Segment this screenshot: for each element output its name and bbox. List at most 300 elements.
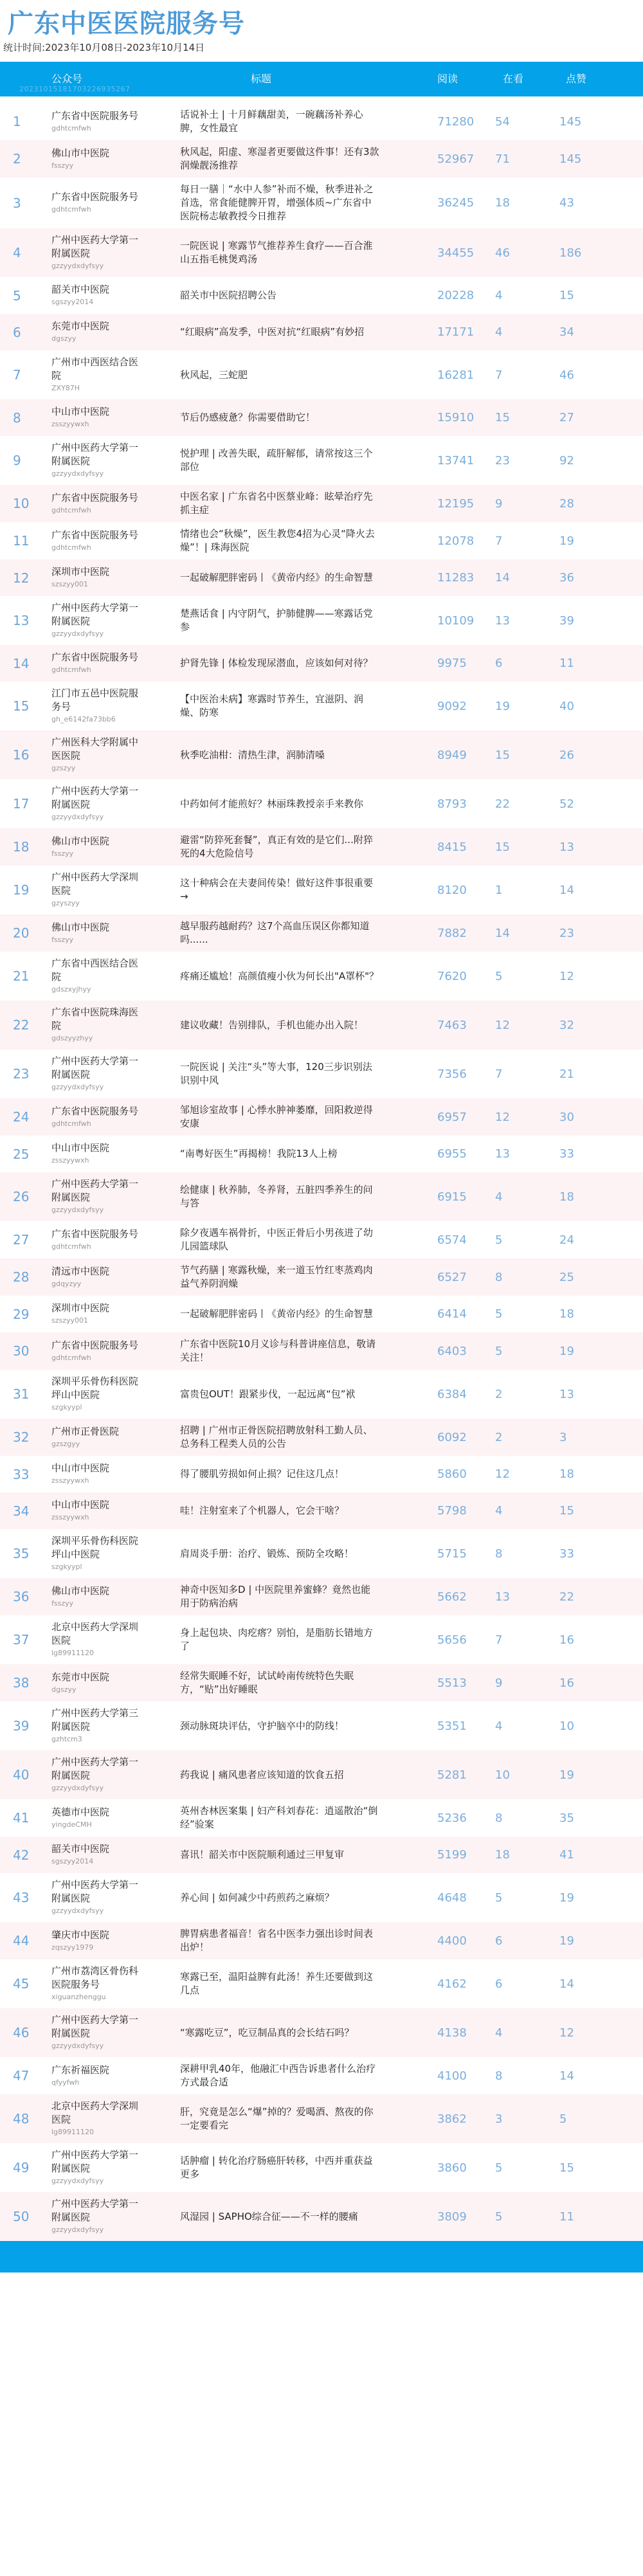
watch-count: 46 [495,246,510,260]
read-count: 5656 [437,1633,467,1647]
article-title[interactable]: 富贵包OUT！跟紧步伐，一起远离“包”袱 [180,1388,356,1400]
account-cell [51,2197,180,2236]
account-cell [51,601,180,640]
article-title[interactable]: 一院医说 | 寒露节气推荐养生食疗——百合淮山五指毛桃煲鸡汤 [180,240,373,265]
account-name[interactable]: 肇庆市中医院 [51,1928,110,1941]
table-row [0,1136,643,1172]
like-count: 15 [559,1504,574,1518]
read-count: 5662 [437,1590,467,1604]
watch-count: 13 [495,1590,510,1604]
account-cell [51,957,180,995]
account-name[interactable]: 清远市中医院 [51,1265,110,1277]
account-handle: gzzyydxdyfsyy [51,1907,104,1915]
watch-count: 5 [495,1233,503,1247]
account-handle: yingdeCMH [51,1820,92,1829]
like-count: 27 [559,411,574,424]
rank: 49 [13,2160,30,2175]
account-name[interactable]: 广东省中医院服务号 [51,529,139,541]
table-row [0,1799,643,1837]
like-count: 34 [559,325,574,339]
article-title[interactable]: 英州杏林医案集 | 妇产科刘春花：逍遥散治“倒经”验案 [180,1805,378,1830]
rank: 6 [13,324,21,340]
account-cell [51,1375,180,1413]
table-row [0,1370,643,1419]
account-cell [51,687,180,725]
read-count: 52967 [437,152,475,166]
account-cell [51,1498,180,1523]
account-handle: gzzyydxdyfsyy [51,1784,104,1792]
account-handle: gzszyy [51,764,76,772]
account-name[interactable]: 广州中医药大学第一附属医院 [51,2149,139,2174]
article-title[interactable]: 一起破解肥胖密码丨《黄帝内经》的生命智慧 [180,572,374,583]
account-cell [51,233,180,272]
table-row [0,1664,643,1701]
table-row [0,1529,643,1578]
like-count: 14 [559,2069,574,2083]
account-name[interactable]: 广州中医药大学第一附属医院 [51,1055,139,1080]
watch-count: 8 [495,1270,503,1284]
watch-count: 15 [495,748,510,762]
watch-count: 18 [495,1848,510,1862]
watch-count: 7 [495,534,503,548]
account-name[interactable]: 广州市正骨医院 [51,1425,120,1437]
watch-count: 7 [495,1067,503,1081]
table-row [0,1221,643,1258]
read-count: 6957 [437,1110,467,1124]
table-row [0,1296,643,1332]
article-title[interactable]: 除夕夜遇车祸骨折，中医正骨后小男孩进了幼儿园篮球队 [180,1227,374,1252]
article-title[interactable]: 广东省中医院10月义诊与科普讲座信息，敬请关注！ [180,1338,376,1363]
article-title[interactable]: 中药如何才能煎好？林丽珠教授亲手来教你 [180,797,364,810]
account-name[interactable]: 广州市中西医结合医院 [51,356,139,381]
read-count: 4162 [437,1977,467,1991]
account-cell [51,1806,180,1831]
account-name[interactable]: 东莞市中医院 [51,1671,110,1683]
article-title[interactable]: 中医名家 | 广东省名中医蔡业峰：眩晕治疗先抓主症 [180,491,373,516]
watch-count: 8 [495,2069,503,2083]
account-cell [51,1006,180,1044]
account-name[interactable]: 中山市中医院 [51,1499,110,1510]
account-handle: gdhtcmfwh [51,543,91,552]
table-row [0,177,643,228]
account-cell [51,736,180,774]
account-name[interactable]: 广州中医药大学第一附属医院 [51,442,139,467]
read-count: 5715 [437,1547,467,1561]
article-title[interactable]: 这十种病会在夫妻间传染！做好这件事很重要→ [180,877,374,902]
article-title[interactable]: 养心间 | 如何减少中药煎药之麻烦？ [180,1891,334,1903]
watch-count: 5 [495,969,503,983]
rank: 43 [13,1890,30,1905]
account-name[interactable]: 江门市五邑中医院服务号 [51,687,139,712]
table-header [0,62,643,96]
read-count: 13741 [437,453,475,467]
read-count: 12195 [437,496,475,511]
article-title[interactable]: 风湿园 | SAPHO综合征——不一样的腰痛 [180,2210,358,2222]
read-count: 7620 [437,969,467,983]
account-name[interactable]: 广州中医药大学第一附属医院 [51,602,139,627]
article-title[interactable]: 【中医治未病】寒露时节养生，宜滋阴、润燥、防寒 [180,693,364,718]
article-title[interactable]: 颈动脉斑块评估，守护脑卒中的防线！ [180,1719,345,1732]
article-title[interactable]: 悦护理 | 改善失眠，疏肝解郁，请常按这三个部位 [180,448,373,473]
table-row [0,314,643,350]
account-name[interactable]: 深圳平乐骨伤科医院 坪山中医院 [51,1535,139,1560]
read-count: 6384 [437,1387,467,1401]
account-name[interactable]: 中山市中医院 [51,406,110,417]
like-count: 26 [559,748,574,762]
rank: 37 [13,1632,30,1647]
like-count: 40 [559,699,574,713]
article-title[interactable]: 节后仍感疲惫？你需要借助它！ [180,412,316,423]
account-handle: qfyyfwh [51,2078,80,2087]
article-title[interactable]: 每日一膳｜“水中人参”补而不燥，秋季进补之首选，常食能健脾开胃，增强体质~广东省中医院杨志敏教授今日推荐 [180,183,374,222]
report-id: 20231015181703226935267 [19,85,131,93]
rank: 17 [13,796,30,812]
table-row [0,350,643,399]
account-handle: gdhtcmfwh [51,1119,91,1128]
account-cell [51,2148,180,2187]
account-name[interactable]: 深圳市中医院 [51,566,110,577]
account-cell [51,491,180,516]
rank: 32 [13,1429,30,1445]
watch-count: 6 [495,657,503,670]
rank: 8 [13,410,21,426]
watch-count: 15 [495,411,510,424]
account-cell [51,785,180,823]
account-cell [51,356,180,394]
watch-count: 8 [495,1547,503,1561]
table-row [0,559,643,596]
account-name[interactable]: 北京中医药大学深圳医院 [51,1621,139,1646]
read-count: 6414 [437,1307,467,1321]
read-count: 4100 [437,2069,467,2083]
article-title[interactable]: 哇！注射室来了个机器人，它会干啥？ [180,1505,345,1516]
account-cell [51,1878,180,1917]
like-count: 5 [559,2112,567,2126]
account-name[interactable]: 中山市中医院 [51,1462,110,1474]
article-title[interactable]: 肩周炎手册：治疗、锻炼、预防全攻略！ [180,1547,354,1559]
table-row [0,645,643,682]
like-count: 11 [559,657,574,670]
like-count: 46 [559,368,574,382]
like-count: 30 [559,1110,574,1124]
rank: 24 [13,1109,30,1125]
table-row [0,1172,643,1221]
table-row [0,1959,643,2008]
table-row [0,228,643,277]
rank: 15 [13,698,30,714]
rank: 39 [13,1718,30,1734]
article-title[interactable]: 经常失眠睡不好，试试岭南传统特色失眠方，“贴”出好睡眠 [180,1670,354,1695]
article-title[interactable]: 招聘 | 广州市正骨医院招聘放射科工勤人员、总务科工程类人员的公告 [180,1424,373,1449]
account-cell [51,1105,180,1130]
table-row [0,1922,643,1959]
article-title[interactable]: 肝，究竟是怎么“爆”掉的？爱喝酒、熬夜的你一定要看完 [180,2106,374,2131]
watch-count: 3 [495,2112,503,2126]
account-name[interactable]: 佛山市中医院 [51,147,110,159]
account-handle: sgszyy2014 [51,1857,94,1865]
account-name[interactable]: 韶关市中医院 [51,284,110,295]
account-name[interactable]: 广东祈福医院 [51,2064,110,2076]
read-count: 36245 [437,196,475,210]
article-title[interactable]: 节气药膳 | 寒露秋燥，来一道玉竹红枣蒸鸡肉益气养阴润燥 [180,1264,373,1289]
like-count: 186 [559,246,582,260]
table-row [0,399,643,436]
column-header-title: 标题 [251,73,272,85]
account-cell [51,1055,180,1093]
table-row [0,1750,643,1799]
account-handle: ZXY87H [51,384,80,392]
account-name[interactable]: 广州医科大学附属中医医院 [51,736,139,761]
account-cell [51,320,180,345]
article-title[interactable]: 一起破解肥胖密码丨《黄帝内经》的生命智慧 [180,1308,374,1320]
article-title[interactable]: 药我说 | 痛风患者应该知道的饮食五招 [180,1768,344,1781]
rank: 44 [13,1933,30,1948]
watch-count: 7 [495,368,503,382]
read-count: 5236 [437,1811,467,1825]
table-row [0,1456,643,1492]
like-count: 35 [559,1811,574,1825]
table-row [0,1701,643,1750]
like-count: 13 [559,840,574,854]
article-title[interactable]: 秋风起，三蛇肥 [180,368,248,381]
account-handle: gzzyydxdyfsyy [51,469,104,478]
account-name[interactable]: 英德市中医院 [51,1806,110,1818]
account-name[interactable]: 广州中医药大学第一附属医院 [51,2014,139,2039]
read-count: 10109 [437,613,475,628]
watch-count: 13 [495,613,510,628]
watch-count: 54 [495,114,510,129]
table-row [0,952,643,1001]
account-name[interactable]: 广东省中医院服务号 [51,1105,139,1117]
table-row [0,730,643,779]
account-handle: gzyszyy [51,899,80,907]
article-title[interactable]: 绘健康 | 秋养肺，冬养肾，五脏四季养生的问与答 [180,1184,373,1209]
like-count: 145 [559,152,582,166]
table-row [0,866,643,914]
table-row [0,596,643,645]
like-count: 33 [559,1147,574,1161]
watch-count: 5 [495,1307,503,1321]
table-row [0,1098,643,1136]
article-title[interactable]: 情绪也会“秋燥”，医生教您4招为心灵“降火去燥”！| 珠海医院 [180,528,375,553]
account-handle: gzzyydxdyfsyy [51,262,104,270]
account-name[interactable]: 广东省中医院服务号 [51,651,139,663]
like-count: 52 [559,797,574,811]
article-title[interactable]: 深耕甲乳40年，他融汇中西告诉患者什么治疗方式最合适 [180,2063,376,2088]
article-title[interactable]: 身上起包块、肉疙瘩？别怕，是脂肪长错地方了 [180,1627,374,1652]
rank: 42 [13,1847,30,1863]
like-count: 39 [559,613,574,628]
article-title[interactable]: “南粤好医生”再揭榜！我院13人上榜 [180,1148,338,1159]
article-title[interactable]: 避雷“防猝死套餐”，真正有效的是它们...附猝死的4大危险信号 [180,834,373,859]
watch-count: 19 [495,699,510,713]
like-count: 92 [559,453,574,467]
account-cell [51,1707,180,1745]
like-count: 18 [559,1190,574,1204]
account-name[interactable]: 佛山市中医院 [51,921,110,933]
account-name[interactable]: 佛山市中医院 [51,1584,110,1597]
watch-count: 22 [495,797,510,811]
watch-count: 9 [495,496,503,511]
rank: 22 [13,1017,30,1033]
article-title[interactable]: 建议收藏！告别排队，手机也能办出入院！ [180,1019,364,1031]
like-count: 13 [559,1387,574,1401]
rank: 3 [13,195,21,211]
read-count: 5513 [437,1676,467,1690]
read-count: 7356 [437,1067,467,1081]
account-handle: fsszyy [51,935,74,944]
article-title[interactable]: 韶关市中医院招聘公告 [180,289,277,301]
account-name[interactable]: 佛山市中医院 [51,835,110,847]
account-name[interactable]: 中山市中医院 [51,1142,110,1154]
watch-count: 9 [495,1676,503,1690]
article-title[interactable]: 话肿瘤 | 转化治疗肠癌肝转移，中西并重获益更多 [180,2155,373,2180]
account-cell [51,2013,180,2052]
read-count: 6092 [437,1430,467,1444]
watch-count: 4 [495,1504,503,1518]
account-name[interactable]: 广州中医药大学第一附属医院 [51,2198,139,2223]
like-count: 24 [559,1233,574,1247]
watch-count: 5 [495,2161,503,2175]
account-name[interactable]: 广东省中医院服务号 [51,491,139,503]
account-name[interactable]: 深圳市中医院 [51,1302,110,1314]
account-handle: gh_e6142fa73bb6 [51,715,116,723]
account-handle: gdhtcmfwh [51,205,91,213]
article-title[interactable]: 邹旭诊室故事 | 心悸水肿神萎靡，回阳救逆得安康 [180,1104,373,1129]
article-title[interactable]: 神奇中医知多D | 中医院里养蜜蜂？竟然也能用于防病治病 [180,1584,371,1609]
account-name[interactable]: 韶关市中医院 [51,1843,110,1855]
account-name[interactable]: 广州市荔湾区骨伤科医院服务号 [51,1965,139,1990]
watch-count: 4 [495,1719,503,1733]
table-row [0,485,643,522]
account-handle: fsszyy [51,161,74,170]
account-cell [51,1302,180,1327]
article-title[interactable]: 一院医说 | 关注“头”等大事，120三步识别法识别中风 [180,1061,372,1086]
account-cell [51,2100,180,2138]
account-name[interactable]: 北京中医药大学深圳医院 [51,2100,139,2125]
like-count: 16 [559,1676,574,1690]
account-name[interactable]: 广州中医药大学深圳医院 [51,871,139,896]
account-cell [51,1141,180,1166]
article-title[interactable]: 楚燕话食 | 内守阴气，护肺健脾——寒露话党参 [180,608,373,633]
account-cell [51,1265,180,1290]
account-name[interactable]: 广东省中医院服务号 [51,109,139,122]
like-count: 14 [559,883,574,897]
article-title[interactable]: 得了腰肌劳损如何止损？记住这几点！ [180,1468,345,1480]
account-cell [51,405,180,430]
article-title[interactable]: 脾胃病患者福音！省名中医李力强出诊时间表出炉！ [180,1928,374,1953]
account-name[interactable]: 广州中医药大学第一附属医院 [51,1178,139,1203]
read-count: 6527 [437,1270,467,1284]
read-count: 12078 [437,534,475,548]
footer-band [0,2241,643,2272]
read-count: 5860 [437,1467,467,1481]
read-count: 8949 [437,748,467,762]
rank: 50 [13,2209,30,2224]
account-name[interactable]: 广州中医药大学第一附属医院 [51,1879,139,1904]
account-name[interactable]: 广州中医药大学第三附属医院 [51,1707,139,1732]
rank: 30 [13,1343,30,1359]
read-count: 8120 [437,883,467,897]
account-name[interactable]: 广州中医药大学第一附属医院 [51,234,139,259]
read-count: 3860 [437,2161,467,2175]
account-handle: lg89911120 [51,1649,95,1657]
watch-count: 12 [495,1018,510,1032]
rank: 18 [13,839,30,855]
article-title[interactable]: “寒露吃豆”，吃豆制品真的会长结石吗？ [180,2026,354,2038]
like-count: 32 [559,1018,574,1032]
article-title[interactable]: 越早服药越耐药？这7个高血压误区你都知道吗...... [180,920,370,945]
watch-count: 5 [495,2209,503,2224]
watch-count: 2 [495,1387,503,1401]
column-header-like: 点赞 [566,73,587,85]
article-title[interactable]: 寒露已至，温阳益脾有此汤！养生还要做到这几点 [180,1971,374,1996]
rank: 46 [13,2025,30,2040]
account-handle: gzzyydxdyfsyy [51,2177,104,2185]
account-handle: zsszyywxh [51,420,89,428]
table-row [0,828,643,866]
article-title[interactable]: 秋季吃油柑：清热生津，润肺清嗓 [180,748,325,761]
account-handle: gzszgyy [51,1439,80,1448]
table-row [0,779,643,828]
watch-count: 4 [495,1190,503,1204]
watch-count: 23 [495,453,510,467]
article-title[interactable]: 喜讯！韶关市中医院顺利通过三甲复审 [180,1849,345,1860]
account-handle: zsszyywxh [51,1476,89,1485]
account-cell [51,1228,180,1253]
read-count: 6955 [437,1147,467,1161]
article-title[interactable]: 护肾先锋 | 体检发现尿潜血，应该如何对待？ [180,657,373,669]
article-title[interactable]: 疼痛还尴尬！高颜值瘦小伙为何长出"A罩杯"？ [180,970,379,982]
account-name[interactable]: 广州中医药大学第一附属医院 [51,1756,139,1781]
article-title[interactable]: 秋风起，阳虚、寒湿者更要做这件事！还有3款润燥靓汤推荐 [180,146,379,171]
table-row [0,1419,643,1456]
account-cell [51,1425,180,1450]
account-name[interactable]: 深圳平乐骨伤科医院 坪山中医院 [51,1375,139,1401]
read-count: 8415 [437,840,467,854]
rank: 1 [13,114,21,129]
account-name[interactable]: 广东省中医院服务号 [51,1339,139,1351]
account-cell [51,441,180,480]
account-name[interactable]: 广东省中医院服务号 [51,1228,139,1240]
rank: 9 [13,453,21,468]
read-count: 6915 [437,1190,467,1204]
account-name[interactable]: 广东省中医院服务号 [51,191,139,203]
read-count: 5281 [437,1768,467,1782]
account-name[interactable]: 广东省中西医结合医院 [51,957,139,983]
article-title[interactable]: 话说补土 | 十月鲜藕甜美，一碗藕汤补养心脾，女性最宜 [180,109,363,134]
read-count: 6403 [437,1344,467,1358]
article-title[interactable]: “红眼病”高发季，中医对抗“红眼病”有妙招 [180,326,365,338]
rank: 14 [13,655,30,671]
account-name[interactable]: 广东省中医院珠海医院 [51,1006,139,1031]
rank: 47 [13,2068,30,2083]
like-count: 41 [559,1848,574,1862]
account-name[interactable]: 东莞市中医院 [51,320,110,332]
like-count: 10 [559,1719,574,1733]
rank: 38 [13,1675,30,1691]
read-count: 3809 [437,2209,467,2224]
rank: 34 [13,1503,30,1519]
account-cell [51,1928,180,1954]
account-cell [51,1584,180,1610]
like-count: 23 [559,926,574,940]
account-name[interactable]: 广州中医药大学第一附属医院 [51,785,139,810]
rank: 36 [13,1589,30,1604]
read-count: 8793 [437,797,467,811]
table-row [0,277,643,314]
account-cell [51,190,180,215]
